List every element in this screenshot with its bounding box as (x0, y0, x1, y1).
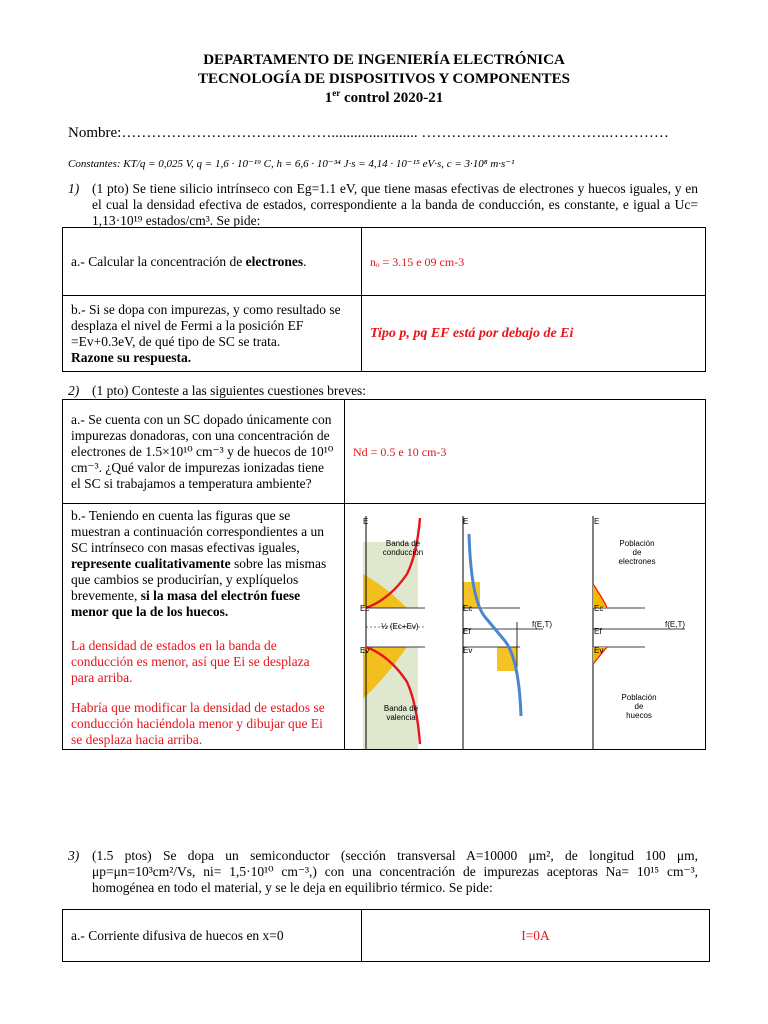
q3-a-question: a.- Corriente difusiva de huecos en x=0 (63, 910, 362, 962)
e-axis-label-2: E (463, 517, 469, 526)
q1-a-question: a.- Calcular la concentración de electrones. (63, 228, 362, 296)
ec-label-3: Ec (594, 604, 604, 613)
nombre-line: Nombre:……………………………………....................... ………………………………..………… (68, 125, 669, 141)
q2-b-answer-1: La densidad de estados en la banda de conducción es menor, así que Ei se desplaza para arriba. (71, 638, 310, 685)
q2-table (62, 399, 706, 750)
ev-label-2: Ev (463, 646, 473, 655)
header-line-2: TECNOLOGÍA DE DISPOSITIVOS Y COMPONENTES (198, 71, 570, 87)
fet-label-3: f(E,T) (665, 620, 685, 629)
q2-b-question (63, 504, 345, 750)
banda-conduccion-label: Banda de conducción (382, 539, 424, 557)
banda-valencia-label: Banda de valencia (383, 704, 419, 722)
q1-statement: (1 pto) Se tiene silicio intrínseco con Eg=1.1 eV, que tiene masas efectivas de electrones y huecos iguales, y en el cual la densidad efectiva de estados, correspondiente a la banda de conducción, es constante, e igual a Uc= 1,13·10¹⁹ estados/cm³. Se pide: (92, 181, 698, 228)
e-axis-label-1: E (363, 517, 369, 526)
q2-number: 2) (68, 383, 80, 398)
q1-b-answer: Tipo p, pq EF está por debajo de Ei (362, 296, 706, 372)
q3-a-answer: I=0A (362, 910, 710, 962)
fermi-function-curve (469, 534, 521, 716)
ec-label-1: Ec (360, 604, 370, 613)
q3-number: 3) (68, 848, 80, 863)
q3-statement: (1.5 ptos) Se dopa un semiconductor (sección transversal A=10000 μm², de longitud 100 μm, μp=μn=10³cm²/Vs, ni= 1,5·10¹⁰ cm⁻³,) con una concentración de impurezas aceptoras Na= 10¹⁵ cm⁻³, homogénea en todo el material, y se le deja en equilibrio térmico. Se pide: (92, 848, 698, 895)
q1-table (62, 227, 706, 372)
fet-label-2: f(E,T) (532, 620, 552, 629)
ec-label-2: Ec (463, 604, 473, 613)
e-axis-label-3: E (594, 517, 600, 526)
q2-a-answer: Nd = 0.5 e 10 cm-3 (345, 400, 706, 504)
q2-a-question: a.- Se cuenta con un SC dopado únicamente con impurezas donadoras, con una concentración de electrones de 1.5×10¹⁰ cm⁻³ y de huecos de 10¹⁰ cm⁻³. ¿Qué valor de impurezas ionizadas tiene el SC si trabajamos a temperatura ambiente? (63, 400, 345, 504)
q2-b-answer-2: Habría que modificar la densidad de estados se conducción haciéndola menor y dibujar que Ei se desplaza hacia arriba. (71, 700, 325, 747)
header-line-1: DEPARTAMENTO DE INGENIERÍA ELECTRÓNICA (203, 52, 565, 68)
q3-table (62, 909, 710, 962)
poblacion-huecos-label: Población de huecos (621, 693, 657, 720)
midgap-label: ½ (Ec+Ev) (381, 622, 419, 631)
ef-label-3: Ef (594, 627, 602, 636)
ev-label-1: Ev (360, 646, 370, 655)
q2-statement: (1 pto) Conteste a las siguientes cuestiones breves: (92, 383, 367, 398)
ef-label-2: Ef (463, 627, 471, 636)
q1-b-question: b.- Si se dopa con impurezas, y como resultado se desplaza el nivel de Fermi a la posición EF =Ev+0.3eV, de qué tipo de SC se trata. Razone su respuesta. (63, 296, 362, 372)
constants-line: Constantes: KT/q = 0,025 V, q = 1,6 · 10⁻¹⁹ C, h = 6,6 · 10⁻³⁴ J·s = 4,14 · 10⁻¹⁵ eV·s, c = 3·10⁸ m·s⁻¹ (68, 158, 515, 170)
poblacion-electrones-label: Población de electrones (618, 539, 656, 566)
q1-a-answer: nₒ = 3.15 e 09 cm-3 (362, 228, 706, 296)
ev-label-3: Ev (594, 646, 604, 655)
q2-b-prompt: b.- Teniendo en cuenta las figuras que se muestran a continuación correspondientes a un SC intrínseco con masas efectivas iguales, represente cualitativamente sobre las mismas que cambios se producirían, y explíquelos brevemente, si la masa del electrón fuese menor que la de los huecos. (71, 508, 327, 619)
q1-number: 1) (68, 181, 80, 196)
header-line-3: 1er control 2020-21 (324, 88, 444, 106)
